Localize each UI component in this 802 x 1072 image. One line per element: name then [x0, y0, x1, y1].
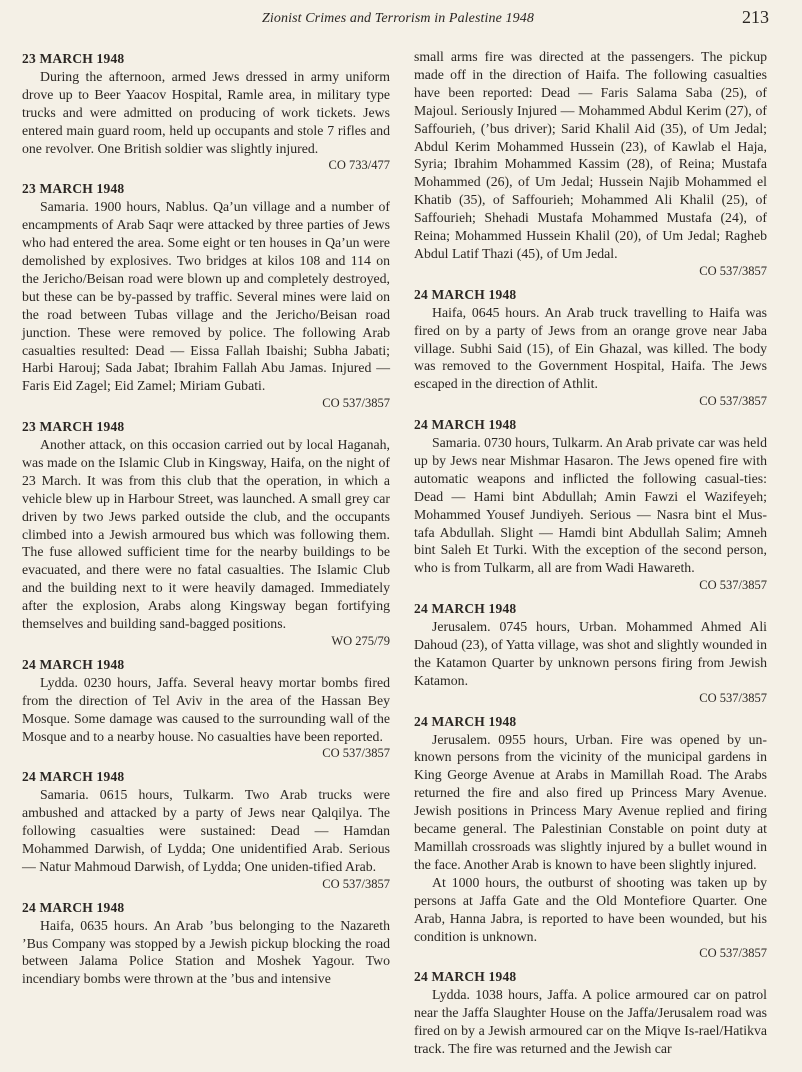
archive-reference: CO 537/3857: [322, 396, 390, 411]
entry: [414, 416, 767, 595]
entry-paragraph: Samaria. 1900 hours, Nablus. Qa’un village and a number of encampments of Arab Saqr were attacked by three parties of Jews who had entered the area. Some eight or ten houses in Qa’un were demolished by explosives. Two bridges at kilos 108 and 114 on the Jericho/Beisan road were blown up and completely destroyed, but these can be by-passed by traffic. Several mines were laid on the road between Tubas village and the Jericho/Beisan road junction. These were removed by police. The following Arab casualties resulted: Dead — Eissa Fallah Ibaishi; Subha Jabati; Harbi Harouj; Sada Jabat; Ibrahim Fallah Abu Jamas. Injured — Faris Eid Zagel; Eid Zamel; Miriam Gubati.: [22, 199, 390, 394]
entry: [414, 286, 767, 411]
archive-reference: CO 537/3857: [322, 746, 390, 761]
entry-paragraph: small arms fire was directed at the passengers. The pickup made off in the direction of Haifa. The following casualties have been reported: Dead — Faris Salama Saba (25), of Majoul. Seriously Injured — Mohammed Abdul Kerim (27), of Saffourieh, (’bus driver); Sarid Khalil Aid (35), of Um Jedal; Abdul Kerim Mohammed Hussein (23), of Kawlab el Haja, Syria; Ibrahim Mohammed Kassim (28), of Reina; Mustafa Mohammed (26), of Um Jedal; Hussein Najib Mohammed el Khatib (35), of Saffourieh; Mohammed Ali Khalil (25), of Saffourieh; Shehadi Mustafa Mohammed Mustafa (24), of Reina; Mohammed Hussein Khalil (20), of Um Jedal; Ragheb Abdul Latif Thazi (45), of Um Jedal.: [414, 49, 767, 261]
entry-date: 24 MARCH 1948: [22, 769, 125, 785]
entry-date: 24 MARCH 1948: [414, 969, 517, 985]
entry-paragraph: Samaria. 0730 hours, Tulkarm. An Arab private car was held up by Jews near Mishmar Hasaron. The Jews opened fire with automatic weapons and inflicted the following casual-ties: Dead — Hami bint Abdullah; Amin Fawzi el Wazifeyeh; Mohammed Yousef Jundiyeh. Serious — Nasra bint el Mus-tafa Abdullah. Slight — Hamdi bint Abdullah Salim; Amneh bint Saleh Et Turki. With the exception of the second person, who is from Tulkarm, all are from Wadi Hawareth.: [414, 435, 767, 576]
entry-date: 24 MARCH 1948: [414, 601, 517, 617]
entry-date: 23 MARCH 1948: [22, 51, 125, 66]
entry: [414, 968, 767, 1058]
entry-date: 24 MARCH 1948: [22, 899, 125, 915]
archive-reference: CO 537/3857: [322, 876, 390, 891]
entry-paragraph: Haifa, 0635 hours. An Arab ’bus belonging to the Nazareth ’Bus Company was stopped by a Jewish pickup blocking the road between Jalama Police Station and Moshek Yagour. Two incendiary bombs were thrown at the ’bus and intensive: [22, 917, 390, 987]
entry: [22, 50, 390, 175]
entry-date: 23 MARCH 1948: [22, 419, 125, 435]
left-column: [22, 48, 390, 993]
entry: [22, 180, 390, 413]
entry-paragraph: Another attack, on this occasion carried out by local Haganah, was made on the Islamic Club in Kingsway, Haifa, on the night of 23 March. It was from this club that the operation, in which a vehicle blew up in Harbour Street, was launched. A small grey car driven by two Jews parked outside the club, and the occupants climbed into a Jewish armoured bus which was following them. The fuse allowed sufficient time for the nearby buildings to be evacuated, and there were no fatal casualties. The Islamic Club and the building next to it were heavily damaged. Immediately after the explosion, Arabs along Kingsway began fortifying themselves and building sand-bagged positions.: [22, 437, 390, 632]
entry-date: 24 MARCH 1948: [22, 656, 125, 672]
archive-reference: CO 537/3857: [699, 690, 767, 705]
running-title: Zionist Crimes and Terrorism in Palestine 1948: [262, 11, 534, 26]
page-number: 213: [742, 7, 769, 27]
entry-date: 24 MARCH 1948: [414, 713, 517, 729]
entry-paragraph: Jerusalem. 0745 hours, Urban. Mohammed Ahmed Ali Dahoud (23), of Yatta village, was shot and slightly wounded in the Katamon Quarter by unknown persons firing from Jewish Katamon.: [414, 619, 767, 688]
archive-reference: WO 275/79: [331, 634, 390, 648]
archive-reference: CO 537/3857: [699, 263, 767, 278]
page-header: [0, 4, 802, 34]
entry-paragraph: Lydda. 0230 hours, Jaffa. Several heavy mortar bombs fired from the direction of Tel Aviv in the area of the Hassan Bey Mosque. Some damage was caused to the surrounding wall of the Mosque and to a nearby house. No casualties have been reported.: [22, 674, 390, 744]
entry: [414, 600, 767, 707]
entry-continued: [414, 48, 767, 281]
entry-date: 23 MARCH 1948: [22, 181, 125, 197]
entry: [414, 713, 767, 964]
entry: [22, 418, 390, 651]
entry-date: 24 MARCH 1948: [414, 286, 517, 302]
entry-paragraph: During the afternoon, armed Jews dressed in army uniform drove up to Beer Yaacov Hospital, Ramle area, in military type trucks and were admitted on producing of work tickets. Jews entered main guard room, held up occupants and stole 7 rifles and one revolver. One British soldier was slightly injured.: [22, 68, 390, 156]
archive-reference: CO 537/3857: [699, 394, 767, 409]
archive-reference: CO 733/477: [328, 158, 390, 173]
archive-reference: CO 537/3857: [699, 578, 767, 593]
entry-paragraph: Lydda. 1038 hours, Jaffa. A police armoured car on patrol near the Jaffa Slaughter House on the Jaffa/Jerusalem road was fired on by a Jewish armoured car on the Miqve Is-rael/Hatikva track. The fire was returned and the Jewish car: [414, 987, 767, 1056]
entry: [22, 768, 390, 893]
entry: [22, 656, 390, 763]
archive-reference: CO 537/3857: [699, 946, 767, 961]
right-column: [414, 48, 767, 1063]
entry-paragraph: At 1000 hours, the outburst of shooting was taken up by persons at Jaffa Gate and the Old Montefiore Quarter. One Arab, Hanna Jabra, is reported to have been wounded, but his condition is unknown.: [414, 874, 767, 944]
entry-paragraph: Haifa, 0645 hours. An Arab truck travelling to Haifa was fired on by a party of Jews from an orange grove near Jaba village. Subhi Said (15), of Ein Ghazal, was killed. The body was removed to the Government Hospital, Haifa. The Jews escaped in the direction of Athlit.: [414, 304, 767, 392]
entry-paragraph: Samaria. 0615 hours, Tulkarm. Two Arab trucks were ambushed and attacked by a party of Jews near Qalqilya. The following casualties were sustained: Dead — Hamdan Mohammed Darwish, of Lydda; One unidentified Arab. Serious — Natur Mahmoud Darwish, of Lydda; One uniden-tified Arab.: [22, 787, 390, 874]
entry: [22, 899, 390, 989]
entry-paragraph: Jerusalem. 0955 hours, Urban. Fire was opened by un-known persons from the vicinity of the municipal gardens in King George Avenue at Arabs in Mamillah Road. The Arabs returned the fire and also fired up Princess Mary Avenue. Jewish positions in Princess Mary Avenue replied and firing became general. The Palestinian Constable on point duty at Mamillah crossroads was slightly injured by a bullet wound in the face. Another Arab is known to have been slightly injured.: [414, 731, 767, 872]
entry-date: 24 MARCH 1948: [414, 417, 517, 433]
